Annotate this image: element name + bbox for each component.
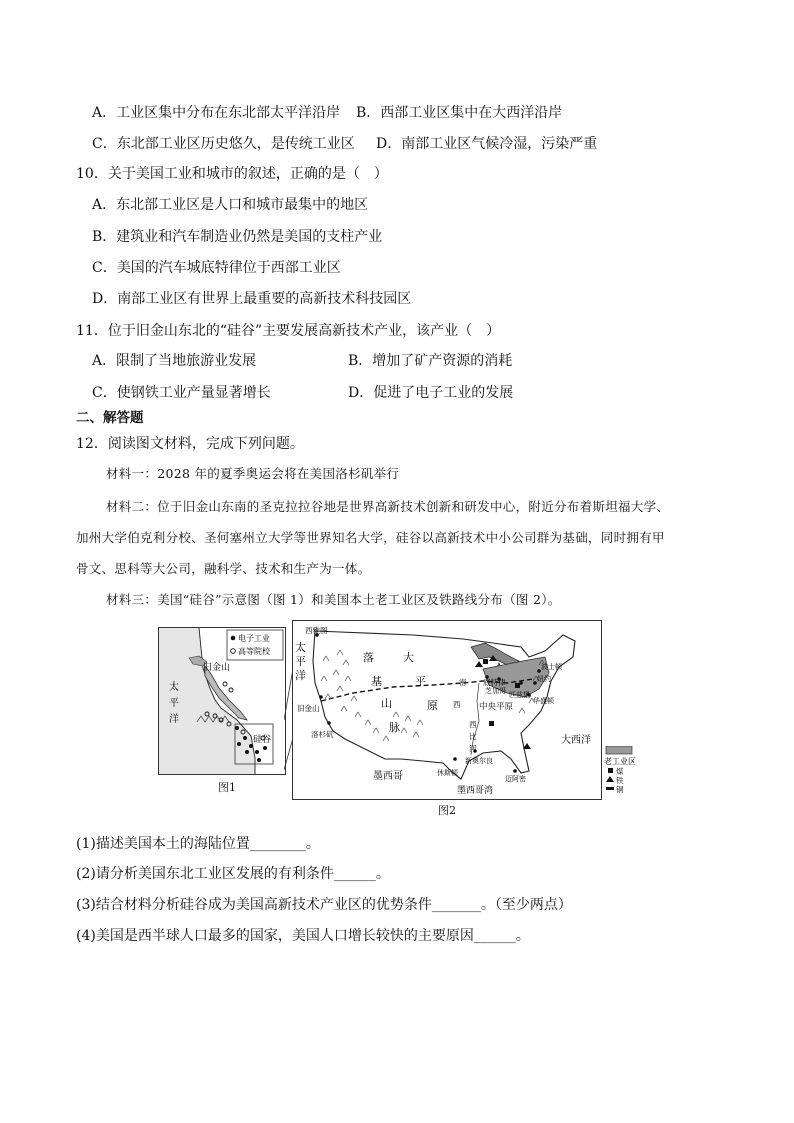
label-pacific-1: 太 [169,682,179,693]
legend-electronics: 电子工业 [238,634,270,643]
q10-option-b: B．建筑业和汽车制造业仍然是美国的支柱产业 [92,229,383,245]
legend-coal: 煤 [616,767,624,776]
q12-stem: 12．阅读图文材料，完成下列问题。 [76,436,304,452]
q11-option-d: D．促进了电子工业的发展 [348,385,514,401]
river-3: 西 [469,720,477,729]
ocean-pacific-3: 洋 [295,669,306,682]
city-miami: 迈阿密 [505,775,526,783]
q11-option-a: A．限制了当地旅游业发展 [92,353,257,369]
city-newyork: 纽约 [537,675,551,683]
q11-option-b: B．增加了矿产资源的消耗 [348,353,513,369]
plain-2: 平 [415,675,426,688]
city-new-orleans: 新奥尔良 [465,757,493,765]
city-washington: 华盛顿 [533,697,554,705]
rocky-3: 山 [381,697,392,710]
q9-option-b: B．西部工业区集中在大西洋沿岸 [356,105,563,121]
q12-sub-2: (2)请分析美国东北工业区发展的有利条件______。 [76,866,390,882]
city-detroit: 底特律 [483,678,506,687]
rocky-1: 落 [363,651,374,664]
legend-old-industry: 老工业区 [604,757,636,766]
q9-option-a: A．工业区集中分布在东北部太平洋沿岸 [92,105,341,121]
material-2-line-1: 材料二：位于旧金山东南的圣克拉拉谷地是世界高新技术创新和研发中心，附近分布着斯坦福大学、 [106,499,670,514]
material-2-line-3: 骨文、思科等大公司，融科学、技术和生产为一体。 [76,561,371,576]
q9-option-c: C．东北部工业区历史悠久，是传统工业区 [92,136,355,152]
city-boston: 波士顿 [541,663,562,671]
figure-2-map [292,620,602,800]
q9-option-d: D．南部工业区气候冷湿，污染严重 [376,136,598,152]
country-mexico: 墨西哥 [373,771,403,782]
q11-stem: 11．位于旧金山东北的“硅谷”主要发展高新技术产业，该产业（ ） [76,323,501,339]
rocky-4: 脉 [389,721,400,734]
legend-copper: 铜 [616,785,624,794]
city-san-francisco: 旧金山 [297,704,320,713]
q10-option-d: D．南部工业区有世界上最重要的高新技术科技园区 [92,291,412,307]
q10-option-a: A．东北部工业区是人口和城市最集中的地区 [92,197,369,213]
city-chicago: 芝加哥 [485,687,506,695]
ocean-pacific-2: 平 [295,655,306,668]
section-heading: 二、解答题 [76,410,144,426]
rocky-2: 基 [371,675,382,688]
river-4: 比 [469,732,477,741]
plain-1: 大 [403,651,414,664]
q12-sub-3: (3)结合材料分析硅谷成为美国高新技术产业区的优势条件_______。（至少两点） [76,897,572,913]
q10-stem: 10．关于美国工业和城市的叙述，正确的是（ ） [76,166,388,182]
label-silicon-valley: 硅谷 [253,735,272,745]
legend-iron: 铁 [616,776,624,785]
ocean-atlantic: 大西洋 [561,735,591,746]
river-5: 河 [469,744,477,753]
q12-sub-4: (4)美国是西半球人口最多的国家，美国人口增长较快的主要原因______。 [76,928,530,944]
city-seattle: 西雅图 [305,626,328,635]
figure-2-legend [604,746,638,796]
label-pacific-3: 洋 [169,714,179,725]
material-1: 材料一：2028 年的夏季奥运会将在美国洛杉矶举行 [106,466,400,481]
material-3: 材料三：美国“硅谷”示意图（图 1）和美国本土老工业区及铁路线分布（图 2）。 [106,592,561,607]
figure-2-caption: 图2 [438,804,456,817]
plain-3: 原 [427,699,438,712]
legend-university: 高等院校 [238,647,270,656]
q11-option-c: C．使钢铁工业产量显著增长 [92,385,271,401]
river-1: 密 [459,678,467,687]
ocean-pacific-1: 太 [295,641,306,654]
city-los-angeles: 洛杉矶 [311,730,334,739]
river-2: 西 [453,700,461,709]
city-pittsburgh: 匹兹堡 [509,691,530,699]
city-houston: 休斯顿 [437,769,458,777]
q10-option-c: C．美国的汽车城底特律位于西部工业区 [92,260,341,276]
silicon-valley-map [159,628,285,774]
label-san-francisco: 旧金山 [203,663,231,673]
region-central-plain: 中央平原 [479,702,514,712]
figure-1-caption: 图1 [218,781,236,794]
label-pacific-2: 平 [169,698,179,709]
material-2-line-2: 加州大学伯克利分校、圣何塞州立大学等世界知名大学，硅谷以高新技术中小公司群为基础，同时拥有甲 [76,530,665,545]
gulf-mexico: 墨西哥湾 [457,786,494,796]
usa-industry-map [293,621,601,799]
q12-sub-1: (1)描述美国本土的海陆位置________。 [76,836,320,852]
figure-1-map [158,627,286,775]
